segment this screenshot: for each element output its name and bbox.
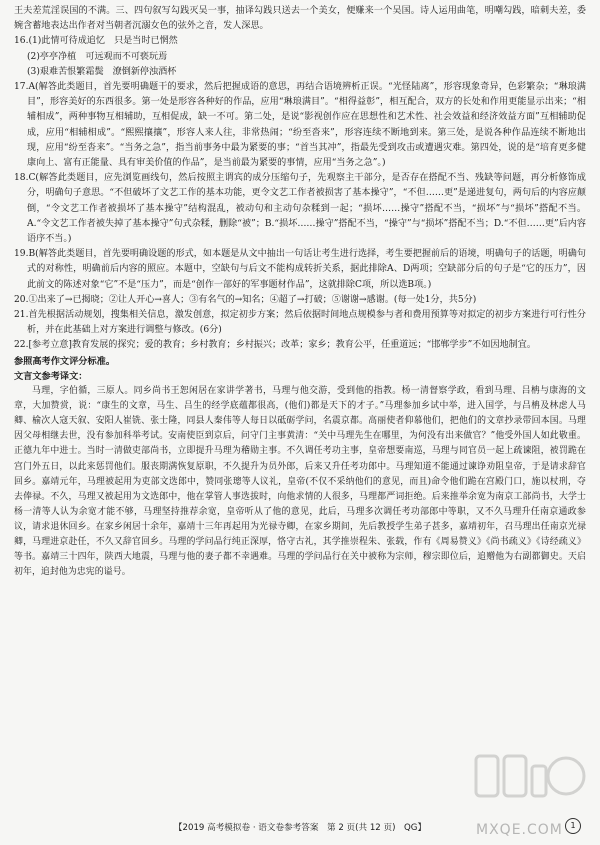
q22-answer: 22.[参考立意]教育发展的探究；爱的教育；乡村教育；乡村振兴；改革；家乡；教育公平，任重道远；“邯郸学步”不如因地制宜。 (14, 340, 536, 351)
q16-line3: (3)艰难苦恨繁霜鬓 潦倒新停浊酒杯 (27, 66, 177, 77)
top-line: 王夫差荒淫误国的不满。三、四句叙写勾践灭吴一事，抽译勾践只送去一个美女，便赚来一个吴国。诗人运用曲笔，明嘲勾践，暗刺夫差，委婉含蓄地表达出作者对当朝者沉溺女色的弦外之音，发人深思。 (14, 6, 586, 32)
watermark-logo-icon (470, 742, 588, 822)
q17-answer: 17.A(解答此类题目，首先要明确题干的要求，然后把握成语的意思，再结合语境辨析正误。“光怪陆离”，形容现象奇异，色彩繁杂；“琳琅满目”，形容美好的东西很多。第一处是形容各种好的作品，应用“琳琅满目”。“相得益彰”，相互配合，双方的长处和作用更能显示出来；“相辅相成”，两种事物互相辅助，互相促成，缺一不可。第二处，是说“影视创作应在思想性和艺术性、社会效益和经济效益方面”互相辅助促成，应用“相辅相成”。“熙熙攘攘”，形容人来人往，非常热闹；“纷至沓来”，形容连续不断地到来。第三处，是说各种作品连续不断地出现，应用“纷至沓来”。“当务之急”，指当前事务中最为紧要的事；“首当其冲”，指最先受到攻击或遭遇灾难。第四处，说的是“培育更多健康向上、富有正能量、具有审美价值的作品”，是当前最为紧要的事情，应用“当务之急”。) (14, 82, 586, 169)
q19-answer: 19.B(解答此类题目，首先要明确设题的形式，如本题是从文中抽出一句话让考生进行选择，考生要把握前后的语境，明确句子的话题，明确句式的对称性，明确前后内容的照应。本题中，空缺句与后文不能构成转折关系，据此排除A、D两项；空缺部分后的句子是“它的压力”，因此前文的陈述对象“它”不是“压力”，而是“创作一部好的军事题材作品”，这就排除C项，所以选B项。) (14, 249, 586, 290)
q16-line1: 16.(1)此情可待成追忆 只是当时已惘然 (14, 36, 178, 47)
translation-heading: 文言文参考译文： (14, 370, 88, 382)
answer-page (14, 4, 586, 580)
page-footer: 【2019 高考模拟卷 · 语文卷参考答案 第 2 页(共 12 页) QG】 (173, 823, 427, 833)
q16-line2: (2)亭亭净植 可远观而不可亵玩焉 (27, 51, 168, 62)
page-number-mark: 1 (565, 818, 581, 834)
essay-heading: 参照高考作文评分标准。 (14, 355, 116, 367)
q20-answer: 20.①出来了→已揭晓；②让人开心→喜人；③有名气的→知名；④超了→打破；⑤谢谢→感谢。(每一处1分，共5分) (14, 294, 477, 305)
q21-answer: 21.首先根据活动规划，搜集相关信息，激发创意，拟定初步方案；然后依据时间地点规模参与者和费用预算等对拟定的初步方案进行可行性分析，并在此基础上对方案进行调整与修改。(6分) (14, 310, 586, 336)
translation-text: 马理，字伯循，三原人。同乡尚书王恕闲居在家讲学著书，马理与他交游，受到他的指教。杨一清督察学政，看到马理、吕柟与康海的文章，大加赞赏，说：“康生的文章，马生、吕生的经学底蕴都很高，(他们)都是天下的才子。”马理参加乡试中举，进入国学，与吕柟及林虑人马卿、榆次人寇天叙、安阳人崔铣、张士隆，同县人秦伟等人每日以砥砺学问，名震京都。高丽使者仰慕他们，把他们的文章抄录带回本国。马理因父母相继去世，没有参加科举考试。安南使臣到京后，问守门主事黄清：“关中马理先生在哪里，为何没有出来做官？”他受外国人如此敬重。正德九年中进士。当时一清做吏部尚书，立即提升马理为稽勋主事。不久调任考功主事，皇帝想要南巡，马理与同官员一起上疏谏阻，被罚跪在宫门外五日，以此来惩罚他们。服丧期满恢复原职，不久提升为员外郎，后来又升任考功郎中。马理知道不能通过谏诤劝阻皇帝，于是请求辞官回乡。嘉靖元年，马理被起用为吏部文选郎中，赞同张璁等人议礼，皇帝(不仅不采纳他们的意见，而且)命令他们跪在宫殿门口，施以杖刑，夺去俸禄。不久，马理又被起用为文选郎中，他在掌管人事选拔时，向他求情的人很多，马理都严词拒绝。后来推举余宽为南京工部尚书，大学士杨一清等人认为余宽才能不够，马理坚持推荐余宽，皇帝听从了他的意见，此后，马理多次调任考功部郎中等职，又不久马理升任南京通政参议，请求退休回乡。在家乡闲居十余年，嘉靖十三年再起用为光禄寺卿，在家乡期间，先后教授学生弟子甚多，嘉靖初年，召马理出任南京光禄卿，马理进京赴任，不久又辞官回乡。马理的学问品行纯正深厚，恪守古礼，其学推崇程朱、张载，作有《周易赞义》《尚书疏义》《诗经疏义》等书。嘉靖三十四年，陕西大地震，马理与他的妻子都不幸遇难。马理的学问品行在关中被称为宗师，穆宗即位后，追赠他为右副都御史。天启初年，追封他为忠宪的谥号。 (14, 386, 586, 578)
q18-answer: 18.C(解答此类题目，应先浏览画线句，然后按照主谓宾的成分压缩句子，先观察主干部分，是否存在搭配不当、残缺等问题，再分析修饰成分，明确句子意思。“不但破坏了文艺工作的基本功能，更令文艺工作者被损害了基本操守”，“不但……更”是递进复句，两句后的内容应颠倒，“令文艺工作者被损坏了基本操守”结构混乱，被动句和主动句杂糅到一起；“损坏……操守”搭配不当，“损坏”与“损坏”搭配不当。A.“令文艺工作者被失掉了基本操守”句式杂糅，删除“被”；B.“损坏……操守”搭配不当，“操守”与“损坏”搭配不当；D.“不但……更”后内容语序不当。) (14, 173, 586, 245)
watermark-text: MXQE.COM (476, 822, 563, 838)
